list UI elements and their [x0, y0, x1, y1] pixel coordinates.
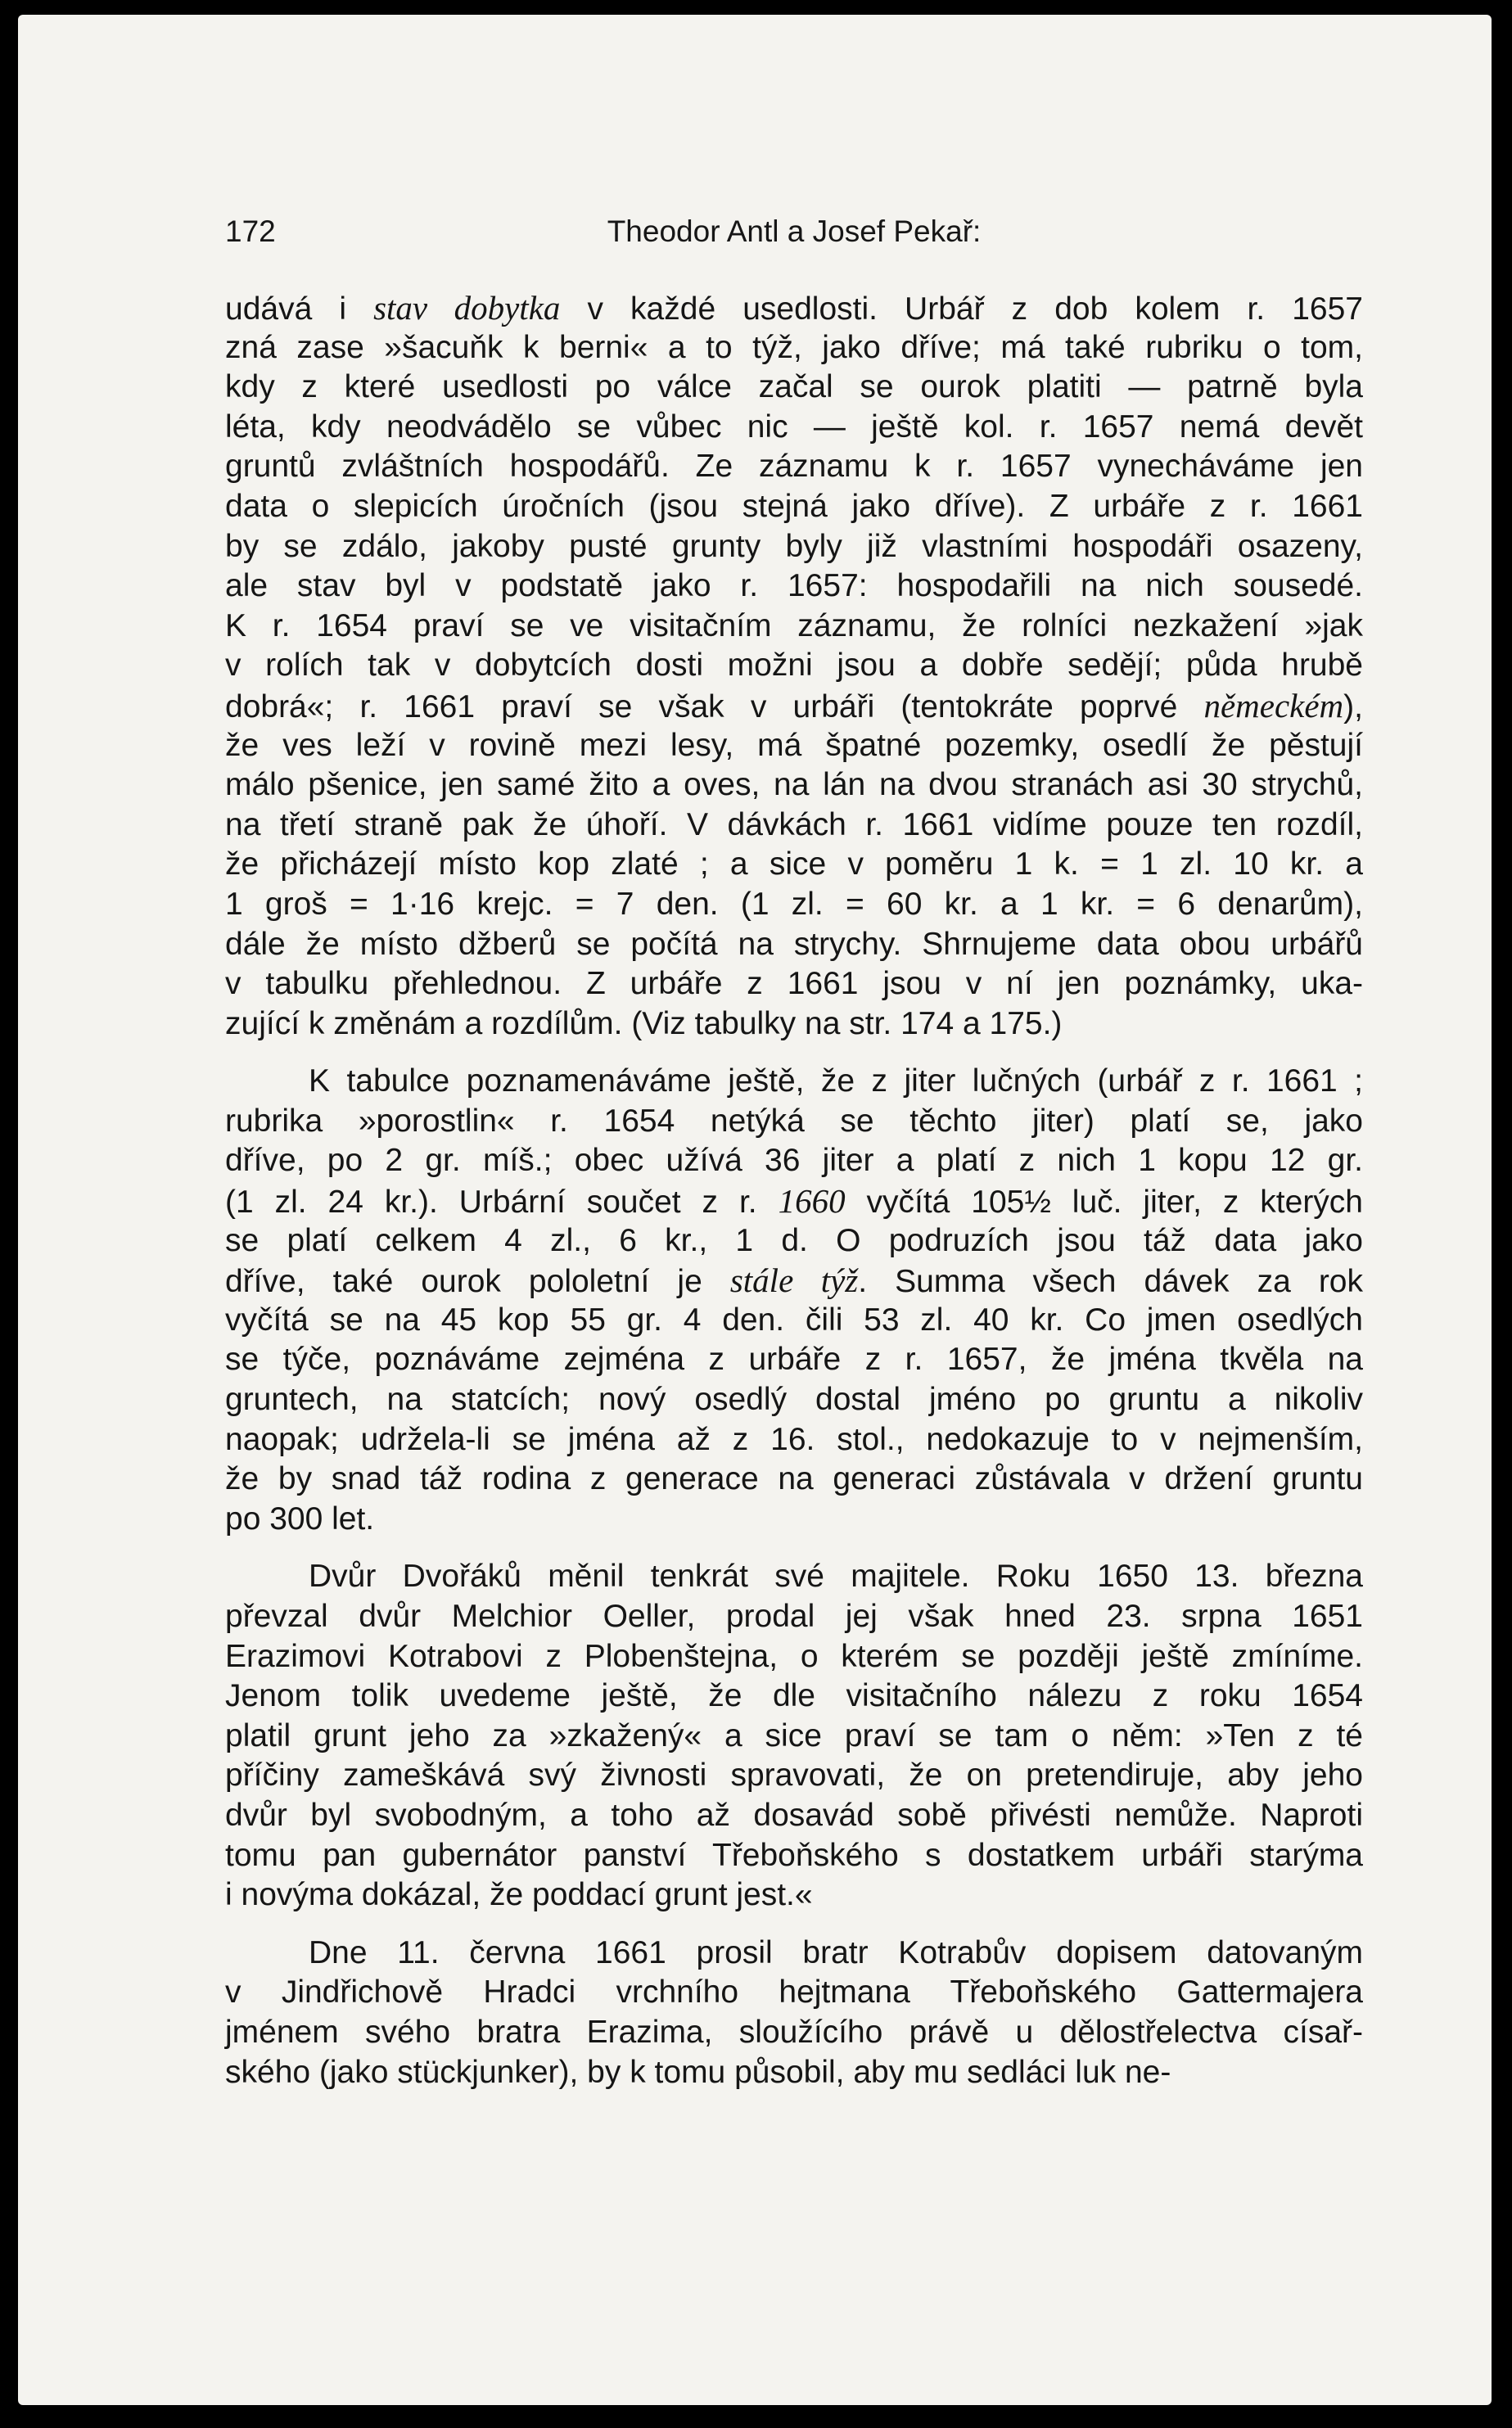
text-run: příčiny zameškává svý živnosti spravovati, že on pretendiruje, aby jeho [225, 1758, 1363, 1794]
text-line [225, 1597, 1363, 1637]
text-run: K tabulce poznamenáváme ještě, že z jiter lučných (urbář z r. 1661 ; [309, 1063, 1363, 1099]
italic-text: německém [1203, 686, 1344, 724]
text-line [225, 1141, 1363, 1181]
text-run: platil grunt jeho za »zkažený« a sice praví se tam o něm: »Ten z té [225, 1717, 1363, 1753]
text-run: vyčítá se na 45 kop 55 gr. 4 den. čili 53 zl. 40 kr. Co jmen osedlých [225, 1302, 1363, 1338]
text-run: v rolích tak v dobytcích dosti možni jsou a dobře sedějí; půda hrubě [225, 648, 1363, 684]
text-line [225, 1062, 1363, 1102]
text-line [225, 1460, 1363, 1500]
text-line [225, 368, 1363, 408]
text-line [225, 1102, 1363, 1142]
text-line [225, 1181, 1363, 1221]
text-run: rubrika »porostlin« r. 1654 netýká se těchto jiter) platí se, jako [225, 1103, 1363, 1139]
text-line [225, 885, 1363, 925]
text-line [225, 646, 1363, 686]
text-run: ), [1343, 688, 1363, 724]
text-line [225, 806, 1363, 846]
text-line [225, 1875, 1363, 1916]
text-line [225, 1934, 1363, 1974]
text-line [225, 447, 1363, 487]
text-line [225, 964, 1363, 1004]
italic-text: stav dobytka [373, 289, 561, 327]
text-run: dvůr byl svobodným, a toho až dosavád sobě přivésti nemůže. Naproti [225, 1797, 1363, 1833]
text-line [225, 726, 1363, 766]
text-run: ale stav byl v podstatě jako r. 1657: hospodařili na nich sousedé. [225, 568, 1363, 604]
text-run: Erazimovi Kotrabovi z Plobenštejna, o kterém se později ještě zmíníme. [225, 1638, 1363, 1674]
text-run: (1 zl. 24 kr.). Urbární součet z r. [225, 1185, 779, 1221]
text-line [225, 1221, 1363, 1261]
text-run: udává i [225, 291, 374, 327]
text-line [225, 487, 1363, 527]
text-line [225, 1637, 1363, 1677]
text-run: převzal dvůr Melchior Oeller, prodal jej však hned 23. srpna 1651 [225, 1599, 1363, 1634]
text-line [225, 1557, 1363, 1597]
text-run: Dvůr Dvořáků měnil tenkrát své majitele. Roku 1650 13. března [309, 1559, 1363, 1595]
paragraph [225, 1934, 1363, 2092]
text-line [225, 607, 1363, 647]
text-run: kdy z které usedlosti po válce začal se ourok platiti — patrně byla [225, 369, 1363, 405]
paragraph-gap [225, 1044, 1363, 1062]
text-run: se týče, poznáváme zejména z urbáře z r. 1657, že jména tkvěla na [225, 1342, 1363, 1378]
text-line [225, 925, 1363, 965]
page-number: 172 [225, 214, 276, 248]
text-line [225, 288, 1363, 328]
text-run: jménem svého bratra Erazima, sloužícího právě u dělostřelectva císař- [225, 2014, 1363, 2050]
text-line [225, 1836, 1363, 1876]
text-run: dále že místo džberů se počítá na strychy. Shrnujeme data obou urbářů [225, 926, 1363, 962]
text-line [225, 686, 1363, 726]
paragraph [225, 1557, 1363, 1915]
text-line [225, 1500, 1363, 1540]
text-run: . Summa všech dávek za rok [858, 1264, 1363, 1300]
text-run: by se zdálo, jakoby pusté grunty byly již vlastními hospodáři osazeny, [225, 528, 1363, 564]
body-text [225, 288, 1363, 2092]
text-run: zující k změnám a rozdílům. (Viz tabulky na str. 174 a 175.) [225, 1005, 1063, 1041]
text-run: Dne 11. června 1661 prosil bratr Kotrabův dopisem datovaným [309, 1934, 1363, 1970]
text-run: že ves leží v rovině mezi lesy, má špatné pozemky, osedlí že pěstují [225, 727, 1363, 763]
text-line [225, 1717, 1363, 1757]
text-run: gruntech, na statcích; nový osedlý dostal jméno po gruntu a nikoliv [225, 1382, 1363, 1418]
text-line [225, 765, 1363, 806]
text-line [225, 2053, 1363, 2093]
text-run: vyčítá 105½ luč. jiter, z kterých [845, 1185, 1364, 1221]
paragraph [225, 288, 1363, 1044]
text-line [225, 1756, 1363, 1796]
text-line [225, 1261, 1363, 1301]
text-run: že přicházejí místo kop zlaté ; a sice v poměru 1 k. = 1 zl. 10 kr. a [225, 846, 1363, 882]
text-run: v každé usedlosti. Urbář z dob kolem r. 1657 [560, 291, 1363, 327]
text-line [225, 1340, 1363, 1380]
italic-text: stále týž [729, 1261, 859, 1300]
paragraph-gap [225, 1539, 1363, 1557]
text-run: ského (jako stückjunker), by k tomu působil, aby mu sedláci luk ne- [225, 2054, 1171, 2090]
page-header [225, 214, 1363, 264]
text-run: i novýma dokázal, že poddací grunt jest.« [225, 1877, 813, 1913]
text-line [225, 1677, 1363, 1717]
text-run: tomu pan gubernátor panství Třeboňského s dostatkem urbáři starýma [225, 1837, 1363, 1873]
text-run: léta, kdy neodvádělo se vůbec nic — ještě kol. r. 1657 nemá devět [225, 408, 1363, 445]
text-line [225, 328, 1363, 368]
text-run: málo pšenice, jen samé žito a oves, na lán na dvou stranách asi 30 strychů, [225, 767, 1363, 803]
text-line [225, 1420, 1363, 1460]
text-run: na třetí straně pak že úhoří. V dávkách r. 1661 vidíme pouze ten rozdíl, [225, 806, 1363, 842]
text-run: v Jindřichově Hradci vrchního hejtmana Třeboňského Gattermajera [225, 1974, 1363, 2011]
text-run: dříve, také ourok pololetní je [225, 1264, 730, 1300]
text-run: po 300 let. [225, 1501, 375, 1537]
text-run: K r. 1654 praví se ve visitačním záznamu, že rolníci nezkažení »jak [225, 607, 1363, 643]
text-run: v tabulku přehlednou. Z urbáře z 1661 jsou v ní jen poznámky, uka- [225, 966, 1363, 1002]
text-line [225, 566, 1363, 607]
text-run: gruntů zvláštních hospodářů. Ze záznamu k r. 1657 vynecháváme jen [225, 449, 1363, 485]
text-line [225, 408, 1363, 448]
text-line [225, 2013, 1363, 2053]
text-run: Jenom tolik uvedeme ještě, že dle visitačního nálezu z roku 1654 [225, 1678, 1363, 1714]
text-line [225, 1796, 1363, 1836]
paragraph [225, 1062, 1363, 1539]
text-run: dobrá«; r. 1661 praví se však v urbáři (tentokráte poprvé [225, 688, 1204, 724]
text-run: 1 groš = 1·16 krejc. = 7 den. (1 zl. = 60 kr. a 1 kr. = 6 denarům), [225, 886, 1363, 922]
text-run: dříve, po 2 gr. míš.; obec užívá 36 jiter a platí z nich 1 kopu 12 gr. [225, 1143, 1363, 1179]
running-head: Theodor Antl a Josef Pekař: [607, 214, 982, 248]
paragraph-gap [225, 1916, 1363, 1934]
text-line [225, 1301, 1363, 1341]
text-line [225, 527, 1363, 567]
text-line [225, 1380, 1363, 1420]
text-run: se platí celkem 4 zl., 6 kr., 1 d. O podruzích jsou táž data jako [225, 1222, 1363, 1258]
text-run: zná zase »šacuňk k berni« a to týž, jako dříve; má také rubriku o tom, [225, 329, 1363, 365]
text-run: že by snad táž rodina z generace na generaci zůstávala v držení gruntu [225, 1461, 1363, 1497]
text-run: data o slepicích úročních (jsou stejná jako dříve). Z urbáře z r. 1661 [225, 488, 1363, 524]
italic-text: 1660 [778, 1182, 846, 1221]
text-line [225, 1004, 1363, 1045]
text-line [225, 845, 1363, 885]
text-run: naopak; udržela-li se jména až z 16. stol., nedokazuje to v nejmenším, [225, 1421, 1363, 1457]
text-line [225, 1973, 1363, 2013]
